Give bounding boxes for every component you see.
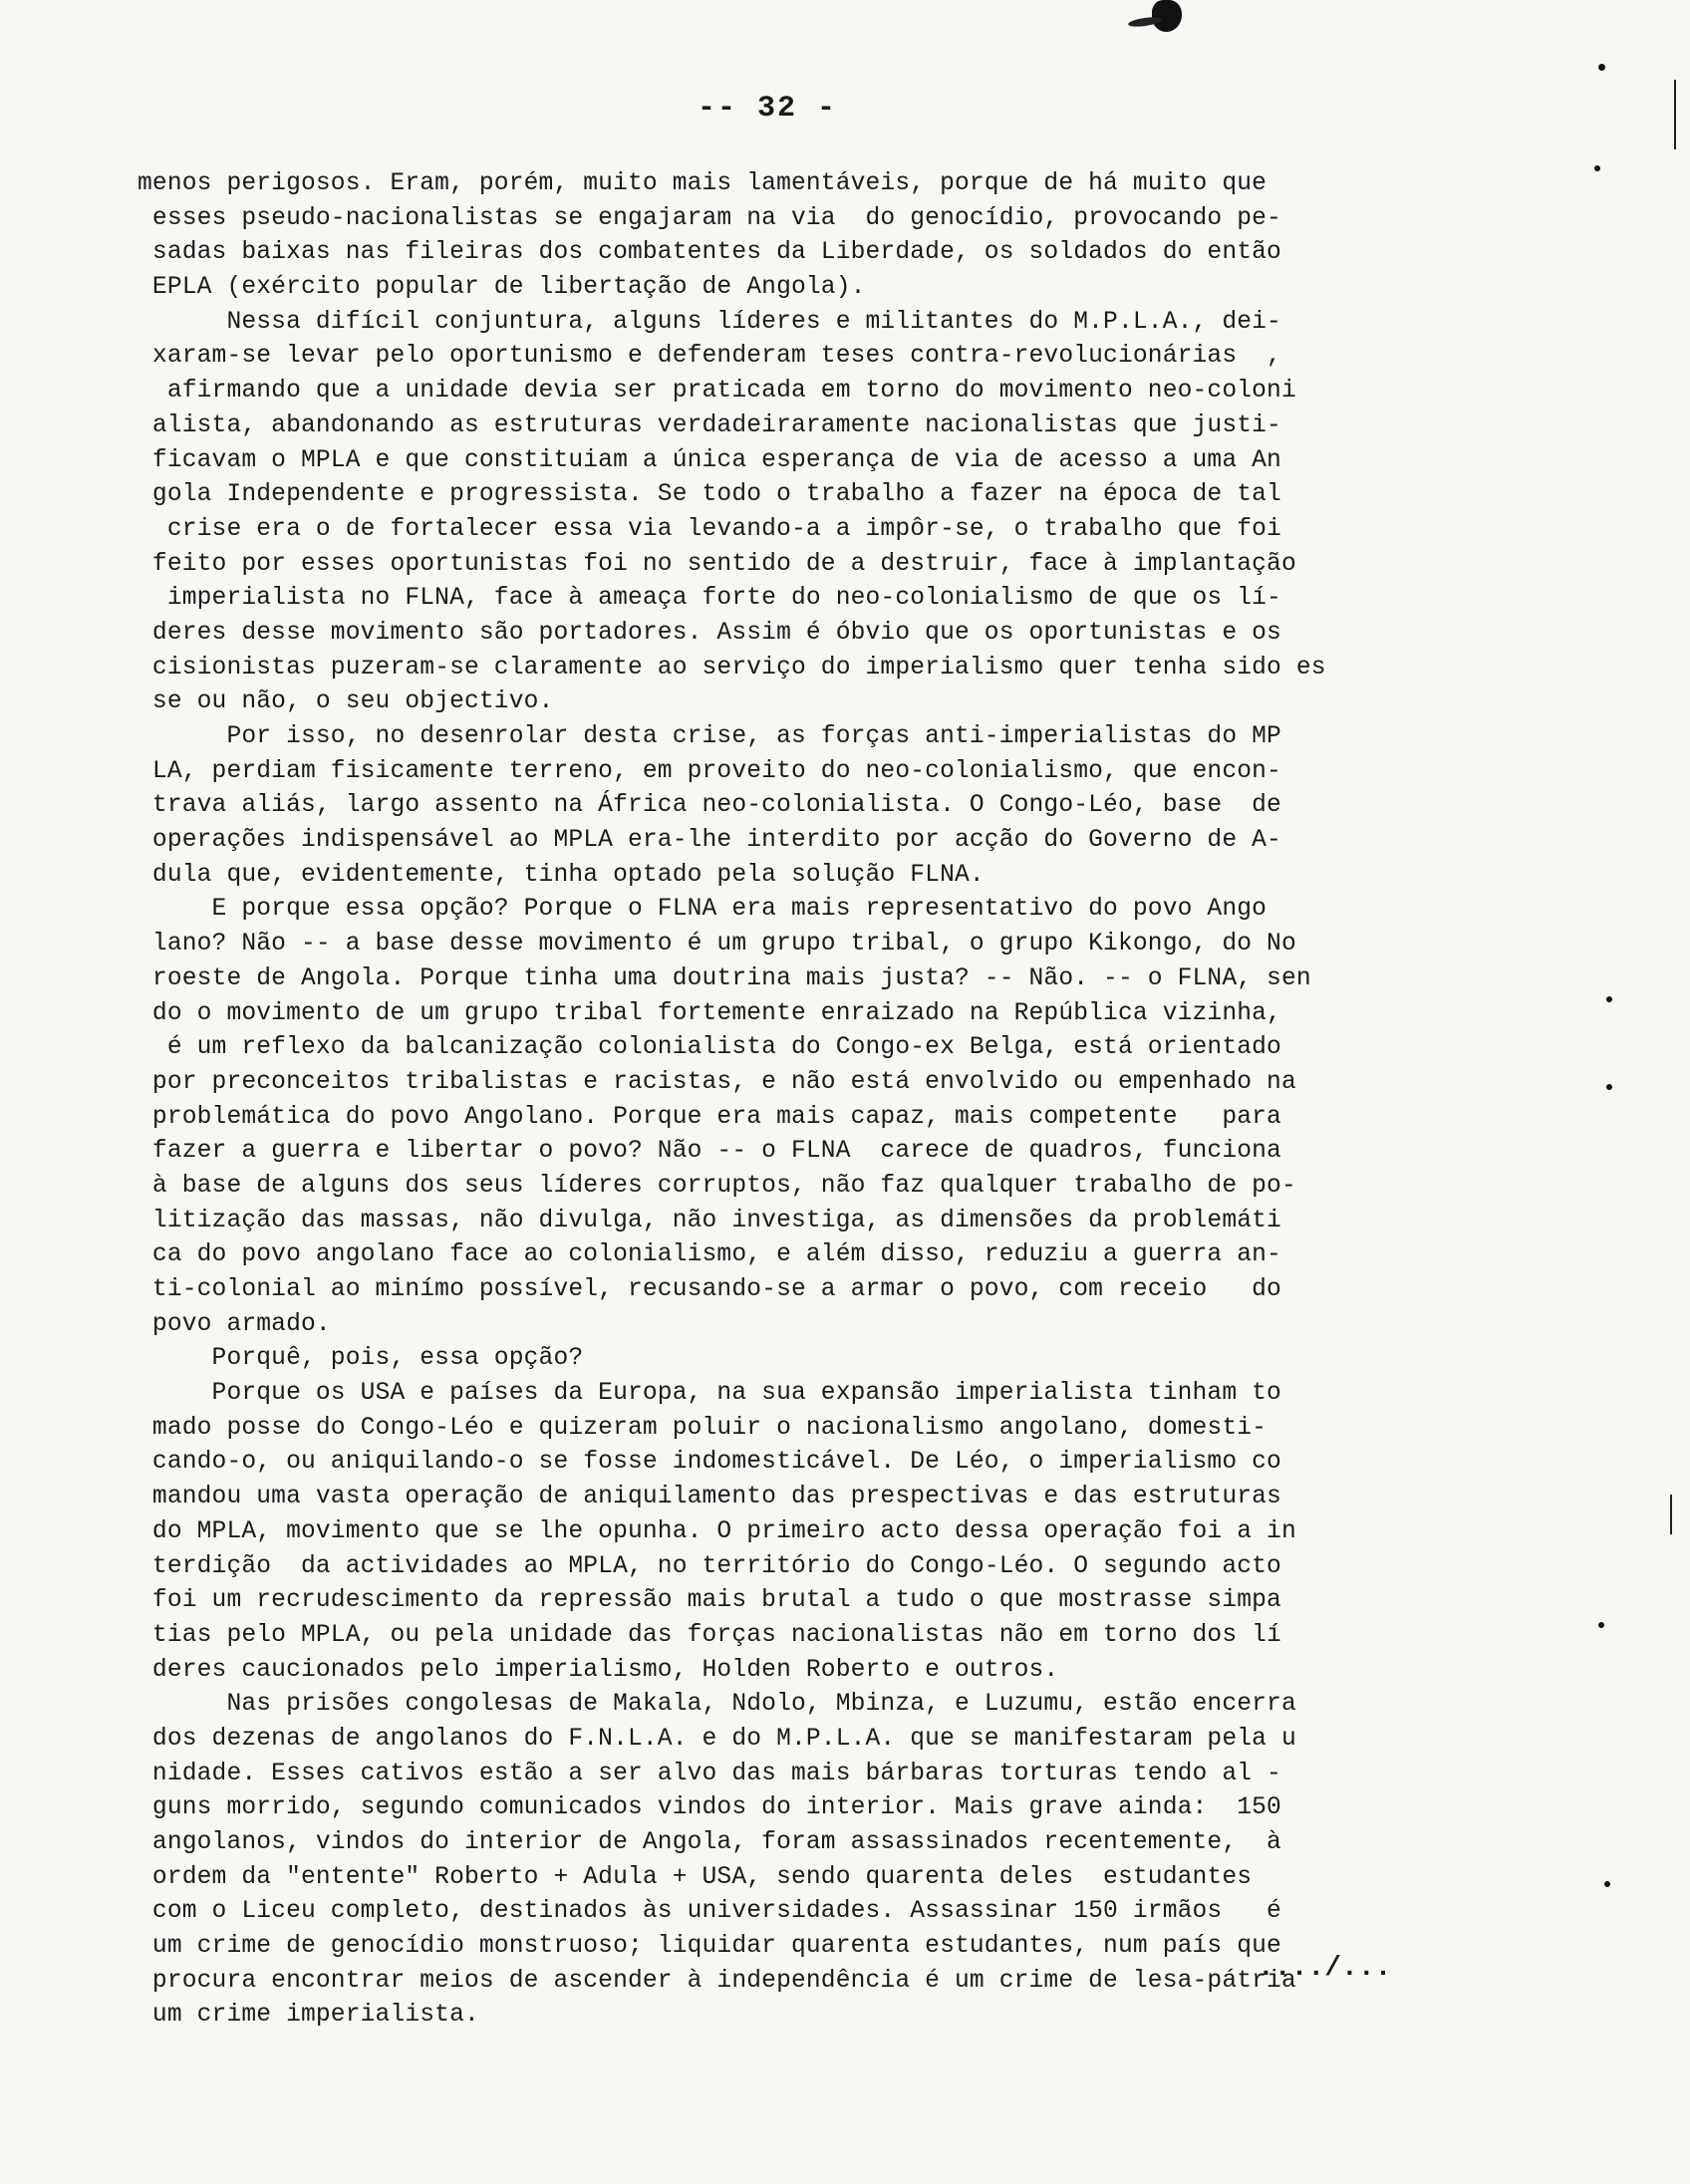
scan-speck xyxy=(1606,996,1612,1002)
text-line: à base de alguns dos seus líderes corruptos, não faz qualquer trabalho de po- xyxy=(138,1172,1296,1200)
text-line: LA, perdiam fisicamente terreno, em proveito do neo-colonialismo, que encon- xyxy=(138,757,1281,785)
text-line: deres caucionados pelo imperialismo, Holden Roberto e outros. xyxy=(138,1656,1059,1684)
text-line: mado posse do Congo-Léo e quizeram poluir o nacionalismo angolano, domesti- xyxy=(138,1414,1268,1442)
text-line: do o movimento de um grupo tribal fortemente enraizado na República vizinha, xyxy=(138,999,1281,1027)
text-line: menos perigosos. Eram, porém, muito mais lamentáveis, porque de há muito que xyxy=(138,170,1268,197)
text-line: por preconceitos tribalistas e racistas, e não está envolvido ou empenhado na xyxy=(138,1068,1296,1096)
scan-speck xyxy=(1604,1881,1610,1887)
text-line: um crime de genocídio monstruoso; liquidar quarenta estudantes, num país que xyxy=(138,1933,1281,1961)
text-line: tias pelo MPLA, ou pela unidade das forças nacionalistas não em torno dos lí xyxy=(138,1621,1281,1649)
text-line: ficavam o MPLA e que constituiam a única esperança de via de acesso a uma An xyxy=(138,446,1281,474)
text-line: ordem da "entente" Roberto + Adula + USA, sendo quarenta deles estudantes xyxy=(138,1863,1253,1891)
text-line: xaram-se levar pelo oportunismo e defenderam teses contra-revolucionárias , xyxy=(138,343,1281,371)
text-line: crise era o de fortalecer essa via levando-a a impôr-se, o trabalho que foi xyxy=(138,515,1281,543)
text-line: Porque os USA e países da Europa, na sua expansão imperialista tinham to xyxy=(138,1380,1281,1408)
text-line: roeste de Angola. Porque tinha uma doutrina mais justa? -- Não. -- o FLNA, sen xyxy=(138,964,1311,992)
text-line: cando-o, ou aniquilando-o se fosse indomesticável. De Léo, o imperialismo co xyxy=(138,1449,1281,1477)
text-line: lano? Não -- a base desse movimento é um grupo tribal, o grupo Kikongo, do No xyxy=(138,931,1296,958)
text-line: problemática do povo Angolano. Porque era mais capaz, mais competente para xyxy=(138,1103,1281,1131)
text-line: imperialista no FLNA, face à ameaça forte do neo-colonialismo de que os lí- xyxy=(138,585,1281,613)
text-line: procura encontrar meios de ascender à independência é um crime de lesa-pátria xyxy=(138,1967,1296,1995)
text-line: cisionistas puzeram-se claramente ao serviço do imperialismo quer tenha sido es xyxy=(138,654,1326,682)
text-line: alista, abandonando as estruturas verdadeiraramente nacionalistas que justi- xyxy=(138,411,1281,439)
text-line: com o Liceu completo, destinados às universidades. Assassinar 150 irmãos é xyxy=(138,1898,1281,1926)
margin-mark xyxy=(1670,1495,1672,1534)
scan-speck xyxy=(1598,1622,1604,1628)
text-line: gola Independente e progressista. Se todo o trabalho a fazer na época de tal xyxy=(138,481,1281,509)
text-line: ca do povo angolano face ao colonialismo, e além disso, reduziu a guerra an- xyxy=(138,1241,1281,1269)
text-line: deres desse movimento são portadores. Assim é óbvio que os oportunistas e os xyxy=(138,619,1281,647)
text-line: foi um recrudescimento da repressão mais brutal a tudo o que mostrasse simpa xyxy=(138,1587,1281,1615)
text-line: operações indispensável ao MPLA era-lhe interdito por acção do Governo de A- xyxy=(138,827,1281,855)
text-line: Porquê, pois, essa opção? xyxy=(138,1345,584,1373)
text-line: dos dezenas de angolanos do F.N.L.A. e do M.P.L.A. que se manifestaram pela u xyxy=(138,1725,1296,1753)
scan-speck xyxy=(1606,1084,1612,1090)
text-line: angolanos, vindos do interior de Angola, foram assassinados recentemente, à xyxy=(138,1829,1281,1856)
text-line: se ou não, o seu objectivo. xyxy=(138,688,554,716)
page-number: -- 32 - xyxy=(698,92,838,126)
continuation-mark: ..../... xyxy=(1258,1953,1392,1984)
text-line: E porque essa opção? Porque o FLNA era mais representativo do povo Ango xyxy=(138,896,1268,924)
text-line: trava aliás, largo assento na África neo-colonialista. O Congo-Léo, base de xyxy=(138,792,1281,820)
text-line: Nas prisões congolesas de Makala, Ndolo, Mbinza, e Luzumu, estão encerra xyxy=(138,1691,1296,1719)
text-line: do MPLA, movimento que se lhe opunha. O primeiro acto dessa operação foi a in xyxy=(138,1517,1296,1545)
text-line: fazer a guerra e libertar o povo? Não -- o FLNA carece de quadros, funciona xyxy=(138,1138,1281,1166)
text-line: afirmando que a unidade devia ser praticada em torno do movimento neo-coloni xyxy=(138,378,1296,406)
ink-blot xyxy=(1152,0,1182,32)
text-line: litização das massas, não divulga, não investiga, as dimensões da problemáti xyxy=(138,1207,1281,1234)
text-line: terdição da actividades ao MPLA, no território do Congo-Léo. O segundo acto xyxy=(138,1552,1281,1580)
text-line: guns morrido, segundo comunicados vindos do interior. Mais grave ainda: 150 xyxy=(138,1794,1281,1822)
text-line: nidade. Esses cativos estão a ser alvo das mais bárbaras torturas tendo al - xyxy=(138,1760,1281,1787)
scan-speck xyxy=(1594,165,1600,171)
text-line: Nessa difícil conjuntura, alguns líderes e militantes do M.P.L.A., dei- xyxy=(138,308,1281,336)
text-line: EPLA (exército popular de libertação de Angola). xyxy=(138,274,866,302)
text-line: feito por esses oportunistas foi no sentido de a destruir, face à implantação xyxy=(138,550,1296,578)
text-line: dula que, evidentemente, tinha optado pela solução FLNA. xyxy=(138,861,985,889)
scan-speck xyxy=(1598,64,1605,71)
text-line: sadas baixas nas fileiras dos combatentes da Liberdade, os soldados do então xyxy=(138,239,1281,267)
margin-mark xyxy=(1674,80,1676,149)
text-line: esses pseudo-nacionalistas se engajaram na via do genocídio, provocando pe- xyxy=(138,204,1281,232)
text-line: mandou uma vasta operação de aniquilamento das prespectivas e das estruturas xyxy=(138,1484,1281,1511)
text-line: um crime imperialista. xyxy=(138,2002,479,2030)
document-body xyxy=(138,167,1403,2034)
text-line: povo armado. xyxy=(138,1310,331,1338)
text-line: ti-colonial ao minímo possível, recusando-se a armar o povo, com receio do xyxy=(138,1276,1281,1303)
text-line: é um reflexo da balcanização colonialista do Congo-ex Belga, está orientado xyxy=(138,1034,1281,1062)
text-line: Por isso, no desenrolar desta crise, as forças anti-imperialistas do MP xyxy=(138,723,1281,750)
